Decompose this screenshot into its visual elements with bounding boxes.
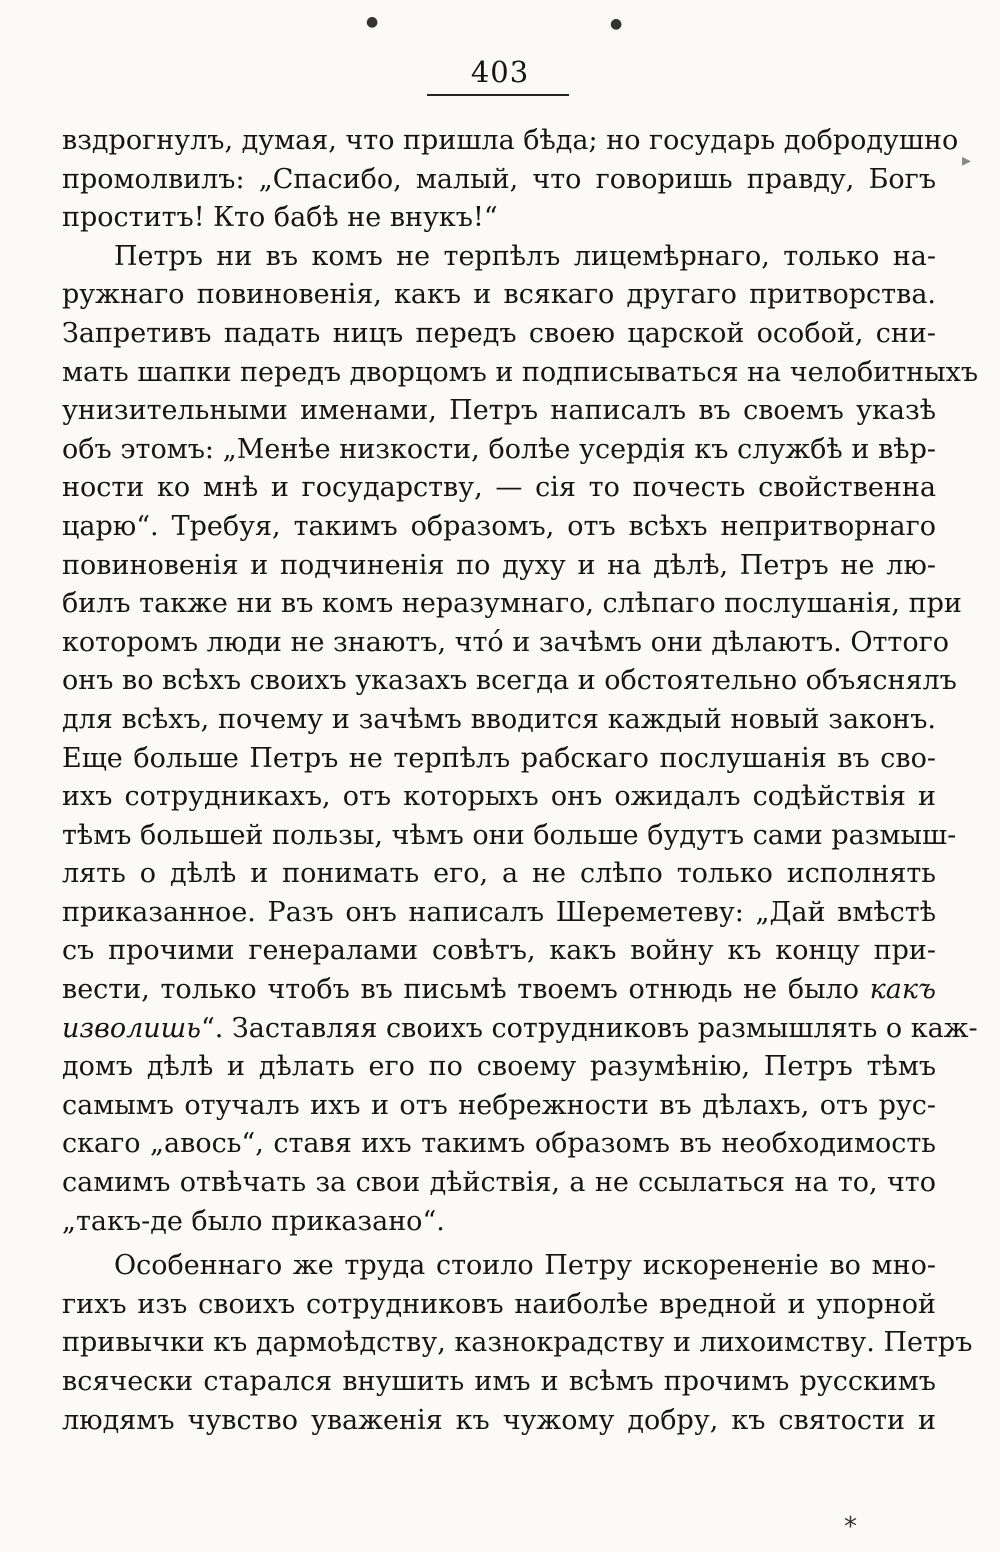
text-line: унизительными именами, Петръ написалъ въ своемъ указѣ [62, 395, 936, 427]
margin-dot: ● [610, 16, 623, 32]
italic-word: изволишь [62, 1012, 201, 1044]
text-line: повиновенія и подчиненія по духу и на дѣлѣ, Петръ не лю- [62, 549, 936, 581]
text-line: тѣмъ большей пользы, чѣмъ они больше будутъ сами размыш- [62, 819, 957, 851]
text-line: ружнаго повиновенія, какъ и всякаго другаго притворства. [62, 279, 936, 311]
margin-speck: ▸ [962, 150, 972, 171]
text-line: вздрогнулъ, думая, что пришла бѣда; но государь добродушно [62, 125, 959, 156]
text-line: самимъ отвѣчать за свои дѣйствія, а не ссылаться на то, что [62, 1167, 936, 1199]
text-line-with-italic [62, 971, 936, 1010]
text-line: людямъ чувство уваженія къ чужому добру, къ святости и [62, 1404, 936, 1436]
text-line: домъ дѣлѣ и дѣлать его по своему разумѣнію, Петръ тѣмъ [62, 1051, 936, 1083]
footer-asterisk: * [844, 1512, 857, 1542]
margin-dot: ● [366, 14, 379, 30]
text-line: Еще больше Петръ не терпѣлъ рабскаго послушанія въ сво- [62, 742, 936, 774]
text-line: всячески старался внушить имъ и всѣмъ прочимъ русскимъ [62, 1366, 936, 1397]
text-line: мать шапки передъ дворцомъ и подписываться на челобитныхъ [62, 356, 979, 388]
text-line: „такъ-де было приказано“. [62, 1205, 445, 1237]
italic-word: какъ [869, 974, 936, 1006]
text-line-with-italic [62, 1010, 978, 1049]
line-text: “. Заставляя своихъ сотрудниковъ размышлять о каж- [200, 1012, 978, 1044]
text-line: для всѣхъ, почему и зачѣмъ вводится каждый новый законъ. [62, 703, 936, 735]
text-line: Особеннаго же труда стоило Петру искорененіе во мно- [114, 1250, 936, 1282]
text-line: скаго „авось“, ставя ихъ такимъ образомъ въ необходимость [62, 1128, 936, 1160]
page-number: 403 [470, 55, 530, 89]
body-text [62, 122, 979, 1440]
text-line: гихъ изъ своихъ сотрудниковъ наиболѣе вредной и упорной [62, 1288, 936, 1320]
text-line: царю“. Требуя, такимъ образомъ, отъ всѣхъ непритворнаго [62, 510, 936, 542]
text-line: приказанное. Разъ онъ написалъ Шереметеву: „Дай вмѣстѣ [62, 896, 936, 928]
text-line: лять о дѣлѣ и понимать его, а не слѣпо только исполнять [62, 858, 936, 890]
text-line: ности ко мнѣ и государству, — сія то почесть свойственна [62, 472, 936, 504]
text-line: промолвилъ: „Спасибо, малый, что говоришь правду, Богъ [62, 163, 936, 195]
text-line: которомъ люди не знаютъ, что́ и зачѣмъ они дѣлаютъ. Оттого [62, 626, 950, 658]
text-line: самымъ отучалъ ихъ и отъ небрежности въ дѣлахъ, отъ рус- [62, 1089, 936, 1121]
header-rule [427, 94, 569, 96]
text-line: Петръ ни въ комъ не терпѣлъ лицемѣрнаго, только на- [114, 240, 936, 272]
text-line: билъ также ни въ комъ неразумнаго, слѣпаго послушанія, при [62, 588, 962, 620]
line-text: вести, только чтобъ въ письмѣ твоемъ отнюдь не было [62, 974, 870, 1006]
text-line: онъ во всѣхъ своихъ указахъ всегда и обстоятельно объяснялъ [62, 665, 957, 697]
text-line: съ прочими генералами совѣтъ, какъ войну къ концу при- [62, 935, 936, 967]
text-line: объ этомъ: „Менѣе низкости, болѣе усердія къ службѣ и вѣр- [62, 433, 936, 465]
text-line: привычки къ дармоѣдству, казнокрадству и лихоимству. Петръ [62, 1327, 973, 1359]
text-line: проститъ! Кто бабѣ не внукъ!“ [62, 202, 498, 234]
text-line: ихъ сотрудникахъ, отъ которыхъ онъ ожидалъ содѣйствія и [62, 781, 936, 813]
text-line: Запретивъ падать ницъ передъ своею царской особой, сни- [62, 317, 936, 349]
